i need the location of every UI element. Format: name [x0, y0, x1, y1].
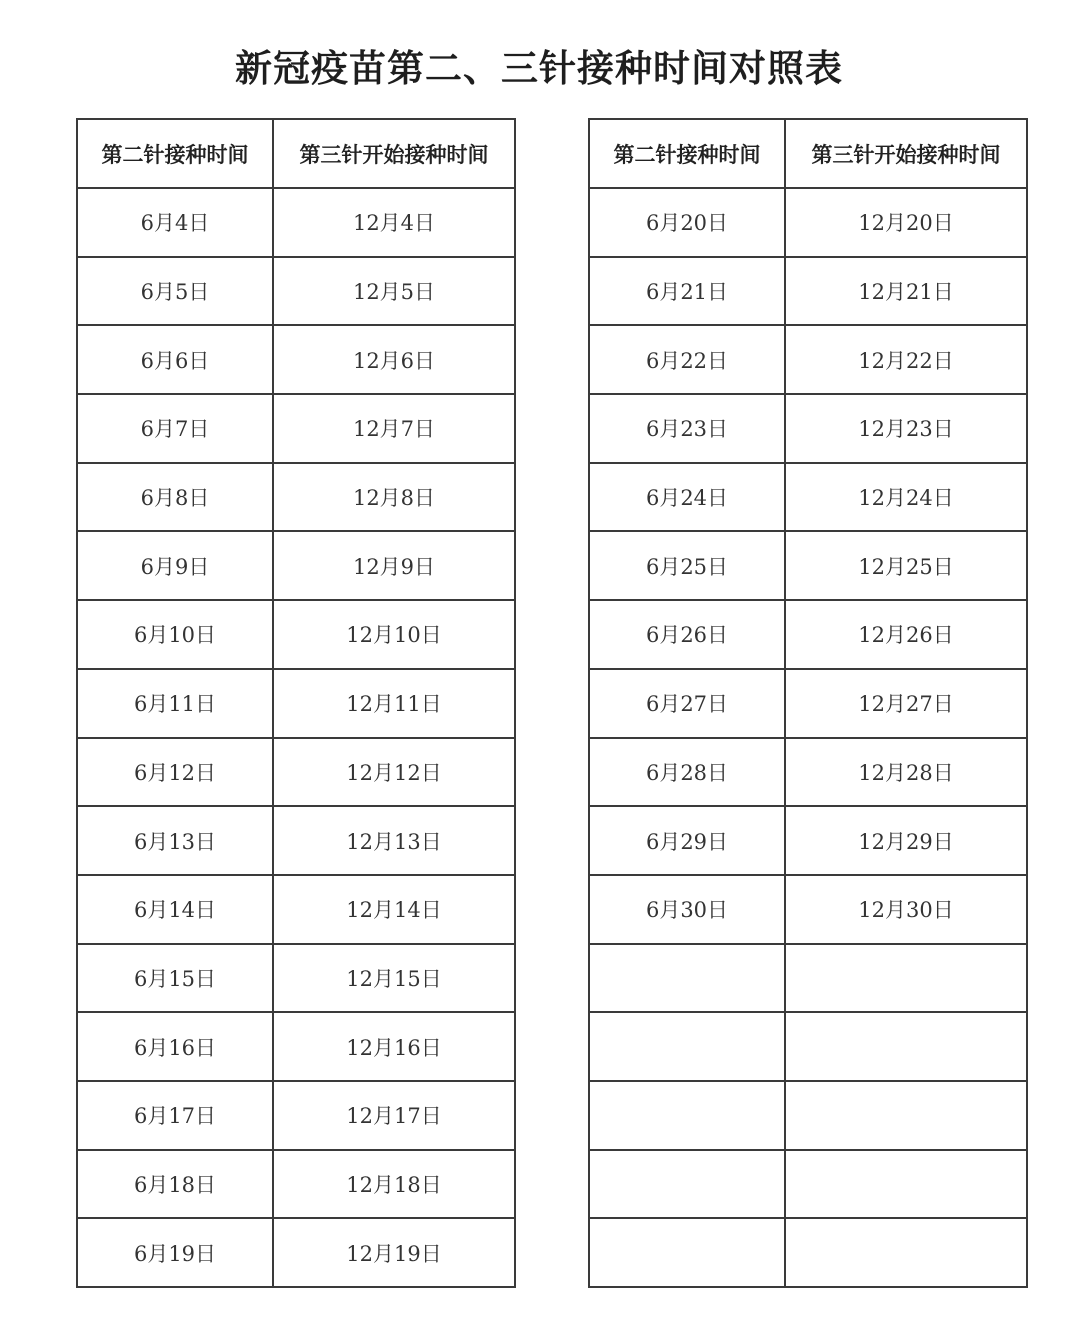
second-dose-date-cell: 6月5日 [77, 257, 273, 326]
second-dose-date-cell: 6月13日 [77, 806, 273, 875]
table-row [77, 188, 515, 257]
table-header-row [589, 119, 1027, 188]
table-row [77, 806, 515, 875]
third-dose-date-cell: 12月23日 [785, 394, 1027, 463]
table-row [589, 1150, 1027, 1219]
second-dose-date-cell: 6月4日 [77, 188, 273, 257]
table-row [77, 531, 515, 600]
second-dose-date-cell [589, 1218, 785, 1287]
second-dose-date-cell: 6月26日 [589, 600, 785, 669]
right-table-body [589, 188, 1027, 1287]
table-row [589, 738, 1027, 807]
table-row [77, 463, 515, 532]
third-dose-date-cell: 12月13日 [273, 806, 515, 875]
third-dose-date-cell [785, 1081, 1027, 1150]
second-dose-date-cell: 6月7日 [77, 394, 273, 463]
table-row [77, 394, 515, 463]
second-dose-date-cell: 6月20日 [589, 188, 785, 257]
left-schedule-table [76, 118, 516, 1288]
second-dose-date-cell: 6月21日 [589, 257, 785, 326]
third-dose-date-cell: 12月20日 [785, 188, 1027, 257]
table-row [77, 600, 515, 669]
third-dose-date-cell: 12月18日 [273, 1150, 515, 1219]
third-dose-date-cell [785, 944, 1027, 1013]
table-row [589, 600, 1027, 669]
second-dose-date-cell: 6月11日 [77, 669, 273, 738]
third-dose-date-cell: 12月4日 [273, 188, 515, 257]
third-dose-date-cell: 12月25日 [785, 531, 1027, 600]
table-row [77, 325, 515, 394]
table-row [589, 1012, 1027, 1081]
third-dose-date-cell: 12月6日 [273, 325, 515, 394]
second-dose-date-cell [589, 1150, 785, 1219]
third-dose-date-cell: 12月15日 [273, 944, 515, 1013]
second-dose-date-cell [589, 1012, 785, 1081]
table-row [589, 531, 1027, 600]
table-row [589, 394, 1027, 463]
second-dose-date-cell: 6月24日 [589, 463, 785, 532]
table-row [589, 806, 1027, 875]
header-second-dose: 第二针接种时间 [77, 119, 273, 188]
third-dose-date-cell: 12月29日 [785, 806, 1027, 875]
third-dose-date-cell: 12月16日 [273, 1012, 515, 1081]
third-dose-date-cell: 12月22日 [785, 325, 1027, 394]
third-dose-date-cell: 12月7日 [273, 394, 515, 463]
second-dose-date-cell: 6月8日 [77, 463, 273, 532]
second-dose-date-cell: 6月12日 [77, 738, 273, 807]
third-dose-date-cell: 12月10日 [273, 600, 515, 669]
third-dose-date-cell: 12月14日 [273, 875, 515, 944]
table-row [589, 669, 1027, 738]
second-dose-date-cell: 6月23日 [589, 394, 785, 463]
table-row [589, 875, 1027, 944]
table-row [589, 188, 1027, 257]
third-dose-date-cell [785, 1218, 1027, 1287]
third-dose-date-cell [785, 1150, 1027, 1219]
third-dose-date-cell: 12月8日 [273, 463, 515, 532]
second-dose-date-cell: 6月22日 [589, 325, 785, 394]
right-schedule-table [588, 118, 1028, 1288]
table-header-row [77, 119, 515, 188]
table-row [589, 463, 1027, 532]
page-title: 新冠疫苗第二、三针接种时间对照表 [235, 47, 843, 90]
table-row [77, 1081, 515, 1150]
left-table-body [77, 188, 515, 1287]
second-dose-date-cell: 6月25日 [589, 531, 785, 600]
table-row [77, 1012, 515, 1081]
third-dose-date-cell: 12月9日 [273, 531, 515, 600]
second-dose-date-cell: 6月28日 [589, 738, 785, 807]
table-row [77, 875, 515, 944]
second-dose-date-cell: 6月30日 [589, 875, 785, 944]
second-dose-date-cell: 6月29日 [589, 806, 785, 875]
second-dose-date-cell: 6月14日 [77, 875, 273, 944]
header-third-dose: 第三针开始接种时间 [273, 119, 515, 188]
table-row [77, 1218, 515, 1287]
second-dose-date-cell: 6月16日 [77, 1012, 273, 1081]
table-row [589, 1218, 1027, 1287]
second-dose-date-cell: 6月27日 [589, 669, 785, 738]
second-dose-date-cell: 6月10日 [77, 600, 273, 669]
third-dose-date-cell: 12月26日 [785, 600, 1027, 669]
second-dose-date-cell: 6月19日 [77, 1218, 273, 1287]
header-second-dose: 第二针接种时间 [589, 119, 785, 188]
third-dose-date-cell: 12月11日 [273, 669, 515, 738]
second-dose-date-cell: 6月9日 [77, 531, 273, 600]
second-dose-date-cell: 6月18日 [77, 1150, 273, 1219]
table-row [589, 257, 1027, 326]
third-dose-date-cell: 12月19日 [273, 1218, 515, 1287]
third-dose-date-cell: 12月30日 [785, 875, 1027, 944]
table-row [77, 1150, 515, 1219]
second-dose-date-cell [589, 944, 785, 1013]
header-third-dose: 第三针开始接种时间 [785, 119, 1027, 188]
table-row [77, 738, 515, 807]
third-dose-date-cell: 12月28日 [785, 738, 1027, 807]
second-dose-date-cell: 6月6日 [77, 325, 273, 394]
second-dose-date-cell: 6月15日 [77, 944, 273, 1013]
third-dose-date-cell: 12月5日 [273, 257, 515, 326]
third-dose-date-cell [785, 1012, 1027, 1081]
table-row [589, 1081, 1027, 1150]
third-dose-date-cell: 12月24日 [785, 463, 1027, 532]
second-dose-date-cell [589, 1081, 785, 1150]
third-dose-date-cell: 12月21日 [785, 257, 1027, 326]
third-dose-date-cell: 12月17日 [273, 1081, 515, 1150]
table-row [77, 669, 515, 738]
third-dose-date-cell: 12月27日 [785, 669, 1027, 738]
table-row [77, 944, 515, 1013]
table-row [589, 944, 1027, 1013]
third-dose-date-cell: 12月12日 [273, 738, 515, 807]
table-row [77, 257, 515, 326]
second-dose-date-cell: 6月17日 [77, 1081, 273, 1150]
table-row [589, 325, 1027, 394]
